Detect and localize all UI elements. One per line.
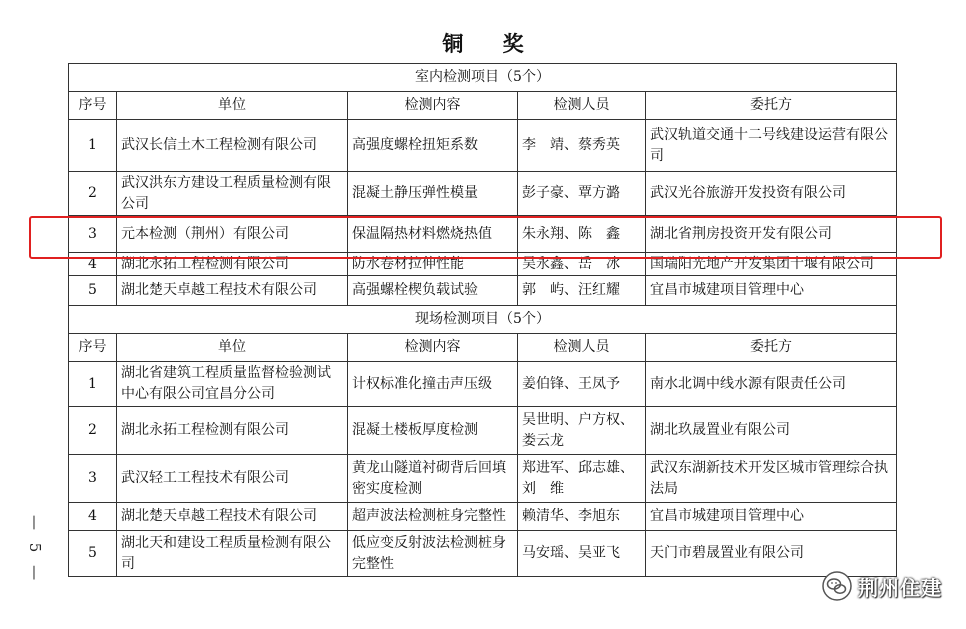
row-unit: 湖北永拓工程检测有限公司 [117, 407, 348, 455]
section-indoor-title: 室内检测项目（5个） [69, 64, 897, 92]
row-content: 低应变反射波法检测桩身完整性 [348, 531, 518, 577]
row-unit: 湖北天和建设工程质量检测有限公司 [117, 531, 348, 577]
table-row [69, 407, 897, 455]
row-unit: 湖北楚天卓越工程技术有限公司 [117, 503, 348, 531]
highlight-box [29, 216, 942, 259]
onsite-header-row [69, 334, 897, 362]
row-content: 混凝土楼板厚度检测 [348, 407, 518, 455]
row-client: 武汉光谷旅游开发投资有限公司 [646, 172, 897, 216]
row-client: 国瑞阳光地产开发集团十堰有限公司 [646, 253, 897, 276]
row-content: 防水卷材拉伸性能 [348, 253, 518, 276]
page-title: 铜 奖 [442, 31, 540, 56]
row-index: 5 [69, 531, 117, 577]
row-unit: 湖北楚天卓越工程技术有限公司 [117, 276, 348, 306]
row-staff: 彭子豪、覃方潞 [518, 172, 646, 216]
row-client: 湖北省荆房投资开发有限公司 [646, 216, 897, 253]
row-unit: 武汉长信土木工程检测有限公司 [117, 120, 348, 172]
watermark [822, 569, 942, 603]
table-row [69, 362, 897, 407]
row-client: 天门市碧晟置业有限公司 [646, 531, 897, 577]
award-table [68, 63, 897, 577]
row-client: 宜昌市城建项目管理中心 [646, 503, 897, 531]
row-staff: 郭 屿、汪红耀 [518, 276, 646, 306]
row-index: 2 [69, 172, 117, 216]
section-onsite-title: 现场检测项目（5个） [69, 306, 897, 334]
header-index: 序号 [69, 334, 117, 362]
header-staff: 检测人员 [518, 92, 646, 120]
header-client: 委托方 [646, 334, 897, 362]
row-staff: 李 靖、蔡秀英 [518, 120, 646, 172]
row-client: 武汉东湖新技术开发区城市管理综合执法局 [646, 455, 897, 503]
row-index: 5 [69, 276, 117, 306]
row-index: 1 [69, 120, 117, 172]
table-row [69, 531, 897, 577]
row-index: 4 [69, 503, 117, 531]
indoor-header-row [69, 92, 897, 120]
header-unit: 单位 [117, 92, 348, 120]
header-content: 检测内容 [348, 92, 518, 120]
row-unit: 元本检测（荆州）有限公司 [117, 216, 348, 253]
row-client: 南水北调中线水源有限责任公司 [646, 362, 897, 407]
header-client: 委托方 [646, 92, 897, 120]
table-row [69, 276, 897, 306]
page-number: — 5 — [26, 515, 44, 585]
row-index: 2 [69, 407, 117, 455]
table-row [69, 503, 897, 531]
row-staff: 朱永翔、陈 鑫 [518, 216, 646, 253]
table-row [69, 172, 897, 216]
header-content: 检测内容 [348, 334, 518, 362]
row-staff: 赖清华、李旭东 [518, 503, 646, 531]
row-index: 4 [69, 253, 117, 276]
row-content: 保温隔热材料燃烧热值 [348, 216, 518, 253]
row-unit: 武汉洪东方建设工程质量检测有限公司 [117, 172, 348, 216]
row-content: 超声波法检测桩身完整性 [348, 503, 518, 531]
row-content: 计权标准化撞击声压级 [348, 362, 518, 407]
header-index: 序号 [69, 92, 117, 120]
row-staff: 郑进军、邱志雄、刘 维 [518, 455, 646, 503]
row-client: 湖北玖晟置业有限公司 [646, 407, 897, 455]
row-unit: 湖北省建筑工程质量监督检验测试中心有限公司宜昌分公司 [117, 362, 348, 407]
row-staff: 吴世明、户方权、娄云龙 [518, 407, 646, 455]
row-staff: 姜伯锋、王凤予 [518, 362, 646, 407]
row-unit: 湖北永拓工程检测有限公司 [117, 253, 348, 276]
header-unit: 单位 [117, 334, 348, 362]
table-row [69, 120, 897, 172]
row-staff: 马安瑶、吴亚飞 [518, 531, 646, 577]
row-index: 3 [69, 455, 117, 503]
row-client: 宜昌市城建项目管理中心 [646, 276, 897, 306]
row-content: 高强螺栓楔负载试验 [348, 276, 518, 306]
row-content: 混凝土静压弹性模量 [348, 172, 518, 216]
wechat-icon [822, 571, 852, 601]
row-client: 武汉轨道交通十二号线建设运营有限公司 [646, 120, 897, 172]
table-row [69, 455, 897, 503]
row-content: 黄龙山隧道衬砌背后回填密实度检测 [348, 455, 518, 503]
row-content: 高强度螺栓扭矩系数 [348, 120, 518, 172]
watermark-text: 荆州住建 [858, 575, 942, 600]
row-unit: 武汉轻工工程技术有限公司 [117, 455, 348, 503]
header-staff: 检测人员 [518, 334, 646, 362]
row-index: 1 [69, 362, 117, 407]
row-staff: 吴永鑫、岳 冰 [518, 253, 646, 276]
row-index: 3 [69, 216, 117, 253]
